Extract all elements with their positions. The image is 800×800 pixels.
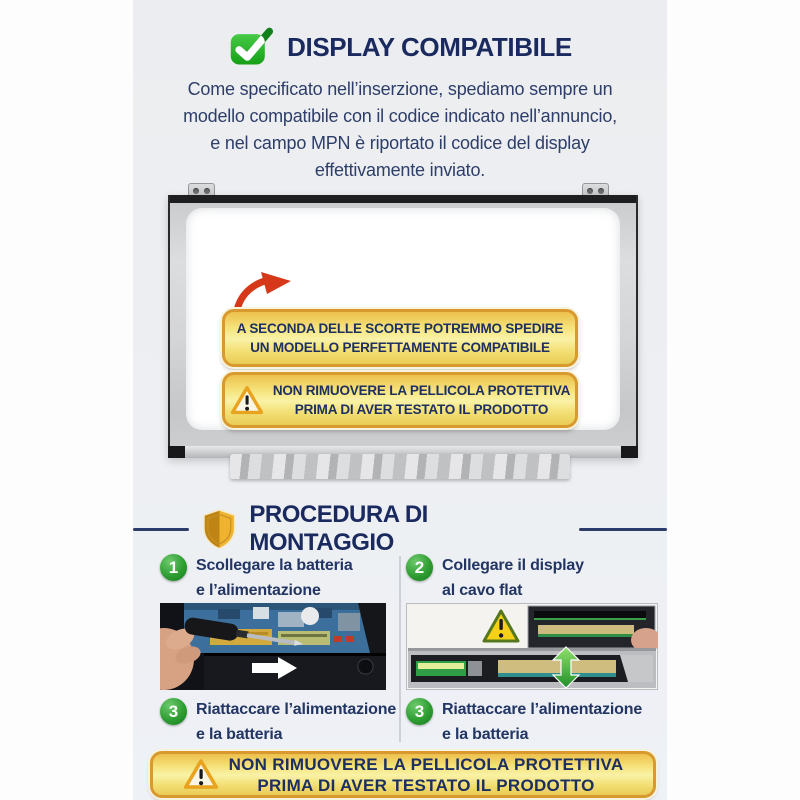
lcd-panel-image [168,183,638,483]
screw-hole [587,188,593,194]
stock-warning-line: A SECONDA DELLE SCORTE POTREMMO SPEDIRE [236,321,564,336]
step-2 [406,553,584,603]
step-1 [160,553,353,603]
step-2-badge: 2 [406,554,433,581]
check-icon [228,27,274,67]
procedure-header [133,501,667,556]
page-title: DISPLAY COMPATIBILE [287,31,572,62]
description-line: effettivamente inviato. [314,160,486,180]
step-3-line: e la batteria [442,726,529,743]
panel-top-edge [170,195,636,203]
warning-icon [230,385,264,416]
step-3-left [160,697,396,747]
step-3-badge: 3 [160,698,187,725]
screw-hole [193,188,199,194]
rail-cap-left [168,446,185,458]
step-3-right [406,697,642,747]
motherboard-photo [160,603,386,690]
stock-warning-sticker [222,309,578,367]
foil-strip [230,454,570,479]
heading-rule-left [133,528,189,531]
shield-icon [202,508,237,550]
step-1-line: e l’alimentazione [196,582,321,599]
description-line: e nel campo MPN è riportato il codice del display [210,133,590,153]
footer-warning-banner [150,751,656,798]
display-connector-photo [406,603,658,690]
step-2-line: al cavo flat [442,582,523,599]
screw-hole [204,188,210,194]
film-warning-line: PRIMA DI AVER TESTATO IL PRODOTTO [294,402,549,417]
header [133,24,667,70]
warning-icon [183,758,219,791]
description-line: modello compatibile con il codice indicato nell’annuncio, [183,106,617,126]
step-1-badge: 1 [160,554,187,581]
rail-cap-right [621,446,638,458]
footer-warning-line: PRIMA DI AVER TESTATO IL PRODOTTO [257,775,595,795]
step-3-line: e la batteria [196,726,283,743]
stock-warning-line: UN MODELLO PERFETTAMENTE COMPATIBILE [250,340,550,355]
film-warning-sticker [222,372,578,428]
step-3-line: Riattaccare l’alimentazione [196,701,397,718]
film-warning-line: NON RIMUOVERE LA PELLICOLA PROTETTIVA [272,383,571,398]
step-1-line: Scollegare la batteria [196,557,353,574]
step-2-line: Collegare il display [442,557,584,574]
column-divider [399,556,401,742]
footer-warning-line: NON RIMUOVERE LA PELLICOLA PROTETTIVA [228,754,624,774]
step-3-badge: 3 [406,698,433,725]
procedure-title: PROCEDURA DI MONTAGGIO [249,501,428,556]
description-line: Come specificato nell’inserzione, spediamo sempre un [187,79,613,99]
screw-hole [598,188,604,194]
description [133,76,667,184]
heading-rule-right [579,528,667,531]
content-column [133,0,667,800]
step-3-line: Riattaccare l’alimentazione [442,701,643,718]
